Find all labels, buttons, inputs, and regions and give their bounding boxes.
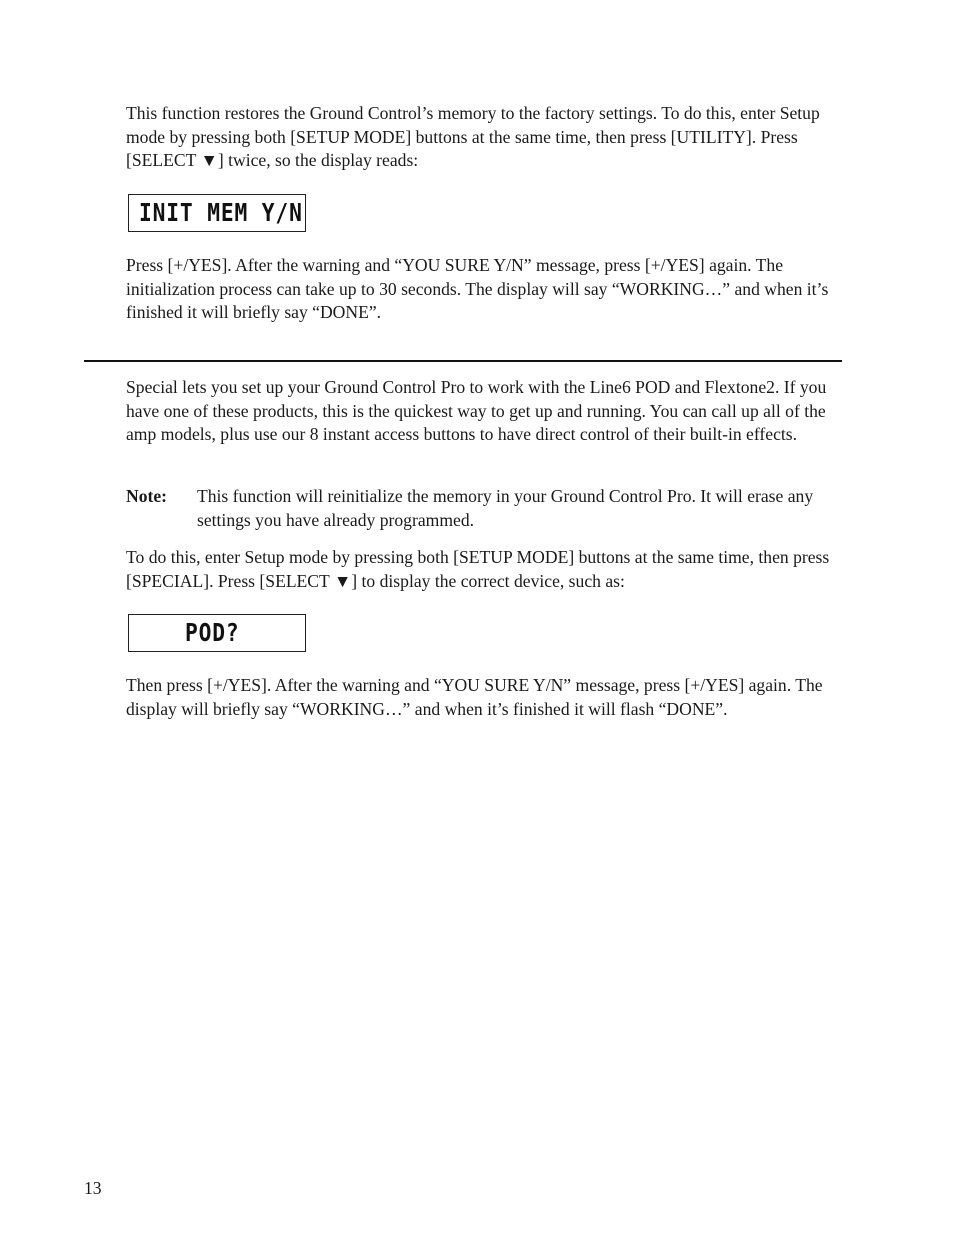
note-label: Note: <box>126 486 168 506</box>
lcd-display-text: POD? <box>185 618 240 647</box>
special-followup: Then press [+/YES]. After the warning and “YOU SURE Y/N” message, press [+/YES] again. The display will briefly say “WORKING…” and when it’s finished it will flash “DONE”. <box>126 675 823 719</box>
lcd-display-text: INIT MEM Y/N <box>139 198 303 227</box>
note-text: This function will reinitialize the memory in your Ground Control Pro. It will erase any settings you have already programmed. <box>197 486 814 530</box>
lcd-display-init-mem <box>128 194 306 232</box>
special-instructions: To do this, enter Setup mode by pressing both [SETUP MODE] buttons at the same time, then press [SPECIAL]. Press [SELECT ▼] to display the correct device, such as: <box>126 547 830 591</box>
init-memory-intro: This function restores the Ground Control’s memory to the factory settings. To do this, enter Setup mode by pressing both [SETUP MODE] buttons at the same time, then press [UTILITY]. Press [SELECT ▼] twice, so the display reads: <box>126 103 820 170</box>
lcd-display-pod <box>128 614 306 652</box>
special-intro: Special lets you set up your Ground Control Pro to work with the Line6 POD and Flextone2. If you have one of these products, this is the quickest way to get up and running. You can call up all of the amp models, plus use our 8 instant access buttons to have direct control of their built-in effects. <box>126 377 827 444</box>
init-memory-followup: Press [+/YES]. After the warning and “YOU SURE Y/N” message, press [+/YES] again. The initialization process can take up to 30 seconds. The display will say “WORKING…” and when it’s finished it will briefly say “DONE”. <box>126 255 829 322</box>
page-number: 13 <box>84 1178 102 1198</box>
section-divider <box>84 360 842 362</box>
